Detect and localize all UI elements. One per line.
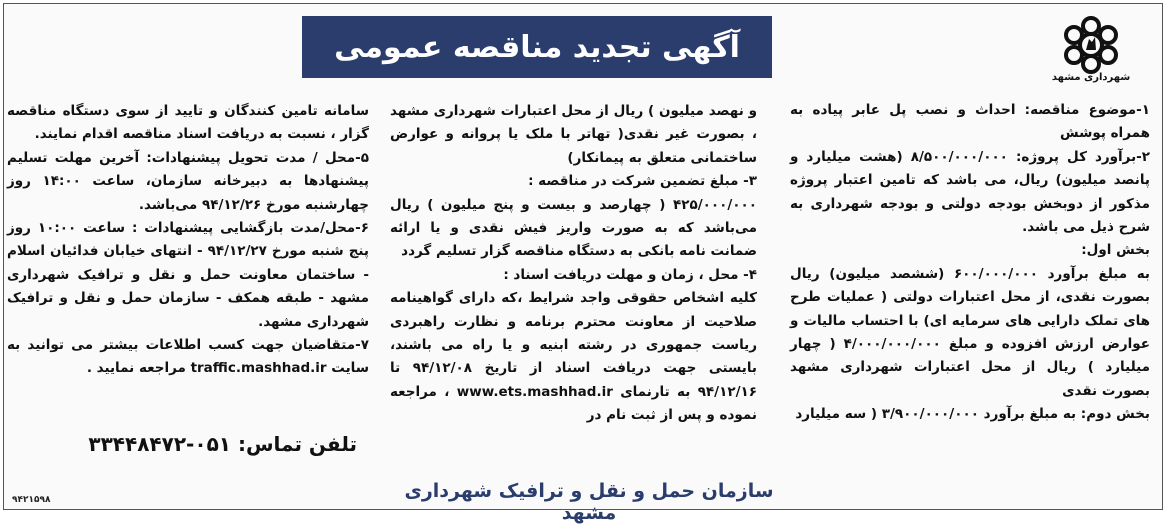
paragraph-subject: ۱-موضوع مناقصه: احداث و نصب پل عابر پیاده به همراه پوشش [790,102,1150,142]
logo-caption: شهرداری مشهد [1051,72,1131,83]
ad-title: آگهی تجدید مناقصه عمومی [334,29,740,65]
paragraph-documents-heading: ۴- محل ، زمان و مهلت دریافت اسناد : [503,266,757,283]
paragraph-part-two-cont: و نهصد میلیون ) ریال از محل اعتبارات شهرداری مشهد ، بصورت غیر نقدی( تهاتر با ملک یا پروانه و عوارض ساختمانی متعلق به پیمانکار) [390,103,757,166]
municipality-logo [1048,16,1134,90]
paragraph-estimate: ۲-برآورد کل پروژه: ۸/۵۰۰/۰۰۰/۰۰۰ (هشت میلیارد و پانصد میلیون) ریال، می باشد که تامین اعتبار پروژه مذکور از دوبخش بودجه دولتی و بودجه شهرداری به شرح ذیل می باشد. [790,148,1150,236]
paragraph-website: ۷-متقاضیان جهت کسب اطلاعات بیشتر می توانید به سایت traffic.mashhad.ir مراجعه نمایید . [7,337,369,377]
contact-phone: تلفن تماس: ۰۵۱-۳۳۴۴۸۴۷۲ [88,432,357,456]
middle-column [390,100,757,428]
paragraph-guarantee-heading: ۳- مبلغ تضمین شرکت در مناقصه : [528,173,757,190]
paragraph-registration: سامانه تامین کنندگان و تایید از سوی دستگاه مناقصه گزار ، نسبت به دریافت اسناد مناقصه اقدام نمایند. [7,103,369,143]
ad-title-banner [302,16,772,78]
paragraph-guarantee: ۴۲۵/۰۰۰/۰۰۰ ( چهارصد و بیست و پنج میلیون ) ریال می‌باشد که به صورت واریز فیش نقدی و یا ارائه ضمانت نامه بانکی به دستگاه مناقصه گزار تسلیم گردد [390,196,757,260]
paragraph-documents: کلیه اشخاص حقوقی واجد شرایط ،که دارای گواهینامه صلاحیت از معاونت محترم برنامه و نظارت راهبردی ریاست جمهوری در رشته ابنیه و یا راه می باشند، بایستی جهت دریافت اسناد از تاریخ ۹۴/۱۲/۰۸ تا ۹۴/۱۲/۱۶ به تارنمای www.ets.mashhad.ir ، مراجعه نموده و پس از ثبت نام در [390,290,758,424]
tender-advertisement [3,3,1163,524]
paragraph-part-one-heading: بخش اول: [1081,242,1150,259]
paragraph-opening: ۶-محل/مدت بازگشایی پیشنهادات : ساعت ۱۰:۰۰ روز پنج شنبه مورخ ۹۴/۱۲/۲۷ - انتهای خیابان فدائیان اسلام - ساختمان معاونت حمل و نقل و ترافیک شهرداری مشهد - طبقه همکف - سازمان حمل و نقل و ترافیک شهرداری مشهد. [7,220,370,330]
ad-code: ۹۴۲۱۵۹۸ [12,495,51,505]
paragraph-part-one: به مبلغ برآورد ۶۰۰/۰۰۰/۰۰۰ (ششصد میلیون) ریال بصورت نقدی، از محل اعتبارات دولتی ( عملیات طرح های تملک دارایی های سرمایه ای) با احتساب مالیات و عوارض ارزش افزوده و مبلغ ۴/۰۰۰/۰۰۰/۰۰۰ ( چهار میلیارد ) ریال از محل اعتبارات شهرداری مشهد بصورت نقدی [790,265,1150,399]
left-column [7,100,369,381]
footer-organization: سازمان حمل و نقل و ترافیک شهرداری مشهد [404,480,774,524]
paragraph-submission: ۵-محل / مدت تحویل پیشنهادات: آخرین مهلت تسلیم پیشنهادها به دبیرخانه سازمان، ساعت ۱۴:۰۰ روز چهارشنبه مورخ ۹۴/۱۲/۲۶ می‌باشد. [7,149,369,213]
emblem-icon [1059,16,1123,74]
paragraph-part-two: بخش دوم: به مبلغ برآورد ۳/۹۰۰/۰۰۰/۰۰۰ ( سه میلیارد [795,406,1150,423]
right-column [790,99,1150,427]
